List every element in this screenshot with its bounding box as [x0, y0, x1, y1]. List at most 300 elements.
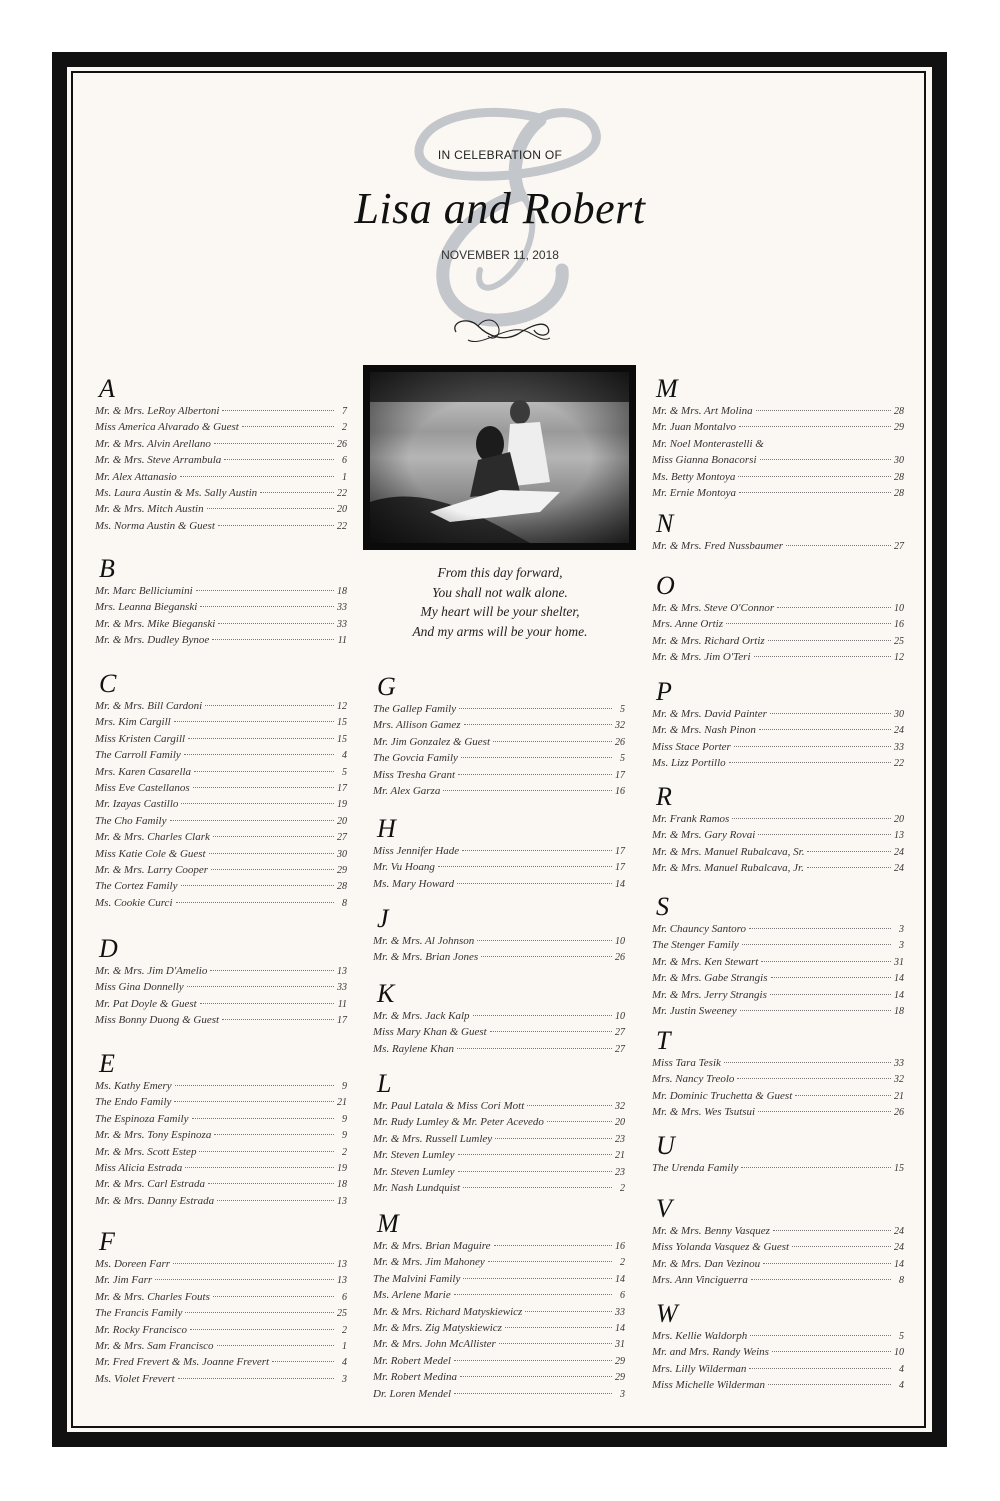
table-number: 24 — [894, 725, 904, 737]
table-number: 18 — [894, 1005, 904, 1017]
table-number: 26 — [615, 736, 625, 748]
table-number: 14 — [894, 973, 904, 985]
dot-leader — [211, 869, 334, 870]
table-number: 4 — [899, 1363, 904, 1375]
guest-name: Mr. & Mrs. John McAllister — [373, 1338, 496, 1351]
section-letter: E — [99, 1049, 115, 1078]
dot-leader — [786, 545, 891, 546]
guest-entry — [652, 862, 904, 878]
guest-name: Miss Tara Tesik — [652, 1057, 721, 1069]
table-number: 1 — [342, 471, 347, 483]
guest-entry — [95, 1178, 347, 1194]
section-letter: U — [656, 1131, 675, 1160]
dot-leader — [199, 1151, 334, 1152]
section-letter: R — [656, 782, 672, 811]
guest-name: Mr. Vu Hoang — [373, 861, 435, 874]
dot-leader — [742, 944, 891, 945]
section-w — [652, 1300, 904, 1396]
guest-entry — [95, 1146, 347, 1162]
guest-entry — [373, 1388, 625, 1404]
section-u — [652, 1132, 904, 1178]
dot-leader — [185, 1312, 334, 1313]
dot-leader — [242, 426, 334, 427]
guest-entry — [652, 956, 904, 972]
table-number: 18 — [337, 586, 347, 597]
guest-name: Mr. & Mrs. Art Molina — [652, 405, 753, 417]
dot-leader — [214, 1134, 334, 1135]
guest-entry — [652, 1379, 904, 1395]
guest-name: Mr. Nash Lundquist — [373, 1181, 461, 1194]
section-k — [373, 980, 625, 1059]
table-number: 10 — [615, 936, 625, 947]
guest-name: Mr. Alex Garza — [373, 784, 441, 797]
guest-entry — [95, 1080, 347, 1096]
guest-name: Mr. Alex Attanasio — [95, 470, 177, 483]
section-b — [95, 555, 347, 651]
guest-entry — [373, 719, 625, 735]
guest-name: Mr. Marc Belliciumini — [95, 585, 193, 597]
guest-name: Mr. & Mrs. Zig Matyskiewicz — [373, 1321, 502, 1334]
guest-entry — [95, 1307, 347, 1323]
guest-name: Mrs. Lilly Wilderman — [652, 1362, 747, 1375]
section-letter: O — [656, 571, 675, 600]
guest-name: Mr. & Mrs. Dan Vezinou — [652, 1257, 761, 1270]
section-d — [95, 935, 347, 1031]
dot-leader — [458, 774, 612, 775]
table-number: 8 — [899, 1275, 904, 1287]
guest-entry — [652, 438, 904, 454]
couple-photo — [363, 365, 636, 550]
guest-entry — [95, 880, 347, 896]
dot-leader — [481, 956, 612, 957]
guest-entry — [95, 471, 347, 487]
guest-name: Miss Stace Porter — [652, 740, 731, 753]
table-number: 10 — [615, 1011, 625, 1022]
dot-leader — [527, 1105, 612, 1106]
guest-name: Miss Alicia Estrada — [95, 1161, 183, 1174]
table-number: 24 — [894, 1242, 904, 1254]
guest-name: Mr. & Mrs. Larry Cooper — [95, 863, 209, 876]
dot-leader — [192, 1118, 335, 1119]
guest-name: Mr. Steven Lumley — [373, 1165, 455, 1178]
guest-entry — [95, 634, 347, 650]
guest-entry — [95, 585, 347, 601]
table-number: 2 — [342, 1146, 347, 1158]
guest-name: Miss Tresha Grant — [373, 768, 456, 781]
table-number: 20 — [337, 504, 347, 516]
guest-name: Miss Eve Castellanos — [95, 781, 190, 794]
table-number: 11 — [337, 635, 347, 647]
guest-name: Mr. Izayas Castillo — [95, 798, 179, 811]
section-letter: M — [656, 374, 678, 403]
dot-leader — [155, 1279, 334, 1280]
guest-name: Mrs. Anne Ortiz — [652, 618, 723, 631]
guest-entry — [652, 405, 904, 421]
section-letter: G — [377, 672, 396, 701]
dot-leader — [770, 994, 891, 995]
guest-entry — [95, 487, 347, 503]
dot-leader — [741, 1167, 891, 1168]
guest-entry — [652, 1241, 904, 1257]
guest-name: Ms. Mary Howard — [373, 877, 455, 890]
dot-leader — [200, 1003, 334, 1004]
guest-name: Mr. & Mrs. Dudley Bynoe — [95, 634, 210, 647]
table-number: 29 — [337, 864, 347, 876]
guest-name: Mr. & Mrs. Tony Espinoza — [95, 1129, 212, 1142]
guest-name: The Cho Family — [95, 814, 167, 827]
guest-entry — [95, 618, 347, 634]
guest-name: Mr. & Mrs. Danny Estrada — [95, 1194, 215, 1207]
dot-leader — [173, 1263, 334, 1264]
guest-entry — [373, 1166, 625, 1182]
dot-leader — [218, 623, 334, 624]
guest-name: Mrs. Nancy Treolo — [652, 1073, 735, 1086]
guest-name: Mr. & Mrs. Jim O'Teri — [652, 651, 751, 664]
dot-leader — [443, 790, 612, 791]
guest-name: Mr. & Mrs. David Painter — [652, 708, 767, 720]
table-number: 28 — [894, 406, 904, 417]
guest-entry — [95, 716, 347, 732]
guest-name: Mr. & Mrs. Ken Stewart — [652, 955, 759, 968]
guest-name: The Stenger Family — [652, 939, 739, 952]
guest-entry — [652, 1057, 904, 1073]
table-number: 33 — [337, 618, 347, 630]
section-o — [652, 572, 904, 668]
guest-entry — [652, 651, 904, 667]
table-number: 30 — [894, 709, 904, 720]
table-number: 17 — [337, 1015, 347, 1027]
guest-name: Mrs. Karen Casarella — [95, 765, 192, 778]
dot-leader — [763, 1263, 891, 1264]
guest-name: Mr. & Mrs. LeRoy Albertoni — [95, 405, 220, 417]
table-number: 9 — [342, 1130, 347, 1142]
table-number: 14 — [894, 989, 904, 1001]
table-number: 4 — [342, 1357, 347, 1369]
dot-leader — [777, 607, 891, 608]
dot-leader — [807, 867, 891, 868]
dot-leader — [737, 1078, 891, 1079]
guest-entry — [95, 1373, 347, 1389]
dot-leader — [499, 1343, 612, 1344]
table-number: 24 — [894, 1226, 904, 1237]
guest-name: Ms. Kathy Emery — [95, 1080, 172, 1092]
guest-name: Mr. Chauncy Santoro — [652, 923, 747, 935]
dot-leader — [438, 866, 612, 867]
dot-leader — [754, 656, 891, 657]
guest-name: Ms. Arlene Marie — [373, 1289, 451, 1302]
dot-leader — [170, 820, 335, 821]
table-number: 13 — [337, 966, 347, 977]
guest-entry — [95, 1014, 347, 1030]
guest-name: Mr. Frank Ramos — [652, 813, 730, 825]
guest-name: Miss Mary Khan & Guest — [373, 1026, 487, 1039]
section-j — [373, 905, 625, 968]
dot-leader — [207, 508, 334, 509]
guest-name: Mr. & Mrs. Mitch Austin — [95, 503, 204, 516]
guest-entry — [373, 736, 625, 752]
guest-name: Mr. Noel Monterastelli & — [652, 437, 764, 450]
poem — [365, 563, 635, 641]
guest-entry — [652, 540, 904, 556]
guest-name: Dr. Loren Mendel — [373, 1387, 452, 1400]
table-number: 28 — [337, 881, 347, 893]
guest-entry — [652, 602, 904, 618]
guest-name: Mr. Dominic Truchetta & Guest — [652, 1089, 793, 1102]
guest-entry — [652, 829, 904, 845]
dot-leader — [751, 1279, 891, 1280]
dot-leader — [547, 1121, 612, 1122]
guest-name: Mr. & Mrs. Brian Jones — [373, 951, 479, 964]
section-letter: L — [377, 1069, 392, 1098]
table-number: 30 — [894, 455, 904, 467]
guest-entry — [95, 1096, 347, 1112]
guest-name: The Urenda Family — [652, 1162, 739, 1174]
dot-leader — [458, 1171, 612, 1172]
section-v — [652, 1195, 904, 1291]
guest-entry — [652, 421, 904, 437]
guest-name: Mrs. Kellie Waldorph — [652, 1330, 748, 1342]
guest-name: Mr. Jim Gonzalez & Guest — [373, 735, 491, 748]
guest-name: Mrs. Allison Gamez — [373, 719, 461, 732]
couple-names: Lisa and Robert — [354, 184, 646, 233]
section-g — [373, 673, 625, 801]
dot-leader — [460, 1376, 612, 1377]
dot-leader — [214, 443, 334, 444]
table-number: 9 — [342, 1081, 347, 1092]
table-number: 22 — [337, 520, 347, 532]
guest-name: Mr. Juan Montalvo — [652, 421, 737, 434]
guest-name: Ms. Betty Montoya — [652, 470, 736, 483]
guest-entry — [652, 618, 904, 634]
table-number: 2 — [620, 1257, 625, 1269]
dot-leader — [795, 1095, 891, 1096]
table-number: 9 — [342, 1113, 347, 1125]
table-number: 3 — [899, 924, 904, 935]
section-s — [652, 893, 904, 1021]
guest-entry — [95, 421, 347, 437]
guest-entry — [373, 1355, 625, 1371]
poem-line: You shall not walk alone. — [432, 584, 568, 600]
guest-name: Miss Bonny Duong & Guest — [95, 1014, 220, 1027]
section-letter: A — [99, 374, 115, 403]
dot-leader — [749, 928, 891, 929]
guest-entry — [373, 752, 625, 768]
guest-name: Ms. Norma Austin & Guest — [95, 519, 215, 532]
table-number: 14 — [615, 1273, 625, 1285]
dot-leader — [768, 1384, 891, 1385]
dot-leader — [217, 1200, 334, 1201]
table-number: 8 — [342, 897, 347, 909]
guest-entry — [95, 1195, 347, 1211]
guest-entry — [652, 1106, 904, 1122]
guest-name: Mr. & Mrs. Jerry Strangis — [652, 988, 767, 1001]
guest-name: Mr. Pat Doyle & Guest — [95, 997, 197, 1010]
table-number: 33 — [894, 1058, 904, 1069]
table-number: 17 — [615, 846, 625, 857]
dot-leader — [187, 986, 334, 987]
dot-leader — [768, 640, 891, 641]
table-number: 32 — [615, 1101, 625, 1112]
section-letter: S — [656, 892, 669, 921]
section-letter: T — [656, 1026, 671, 1055]
celebration-heading: IN CELEBRATION OF — [437, 148, 563, 162]
dot-leader — [212, 639, 334, 640]
dot-leader — [739, 426, 891, 427]
table-number: 4 — [899, 1380, 904, 1392]
table-number: 29 — [894, 422, 904, 434]
guest-entry — [95, 815, 347, 831]
guest-name: Mr. & Mrs. Carl Estrada — [95, 1178, 206, 1191]
guest-entry — [652, 1225, 904, 1241]
guest-name: Mr. Robert Medel — [373, 1354, 451, 1367]
table-number: 25 — [337, 1308, 347, 1320]
dot-leader — [760, 459, 892, 460]
dot-leader — [461, 757, 612, 758]
dot-leader — [490, 1031, 612, 1032]
dot-leader — [750, 1335, 891, 1336]
guest-entry — [373, 1273, 625, 1289]
dot-leader — [464, 724, 613, 725]
table-number: 24 — [894, 863, 904, 875]
guest-name: Mr. Jim Farr — [95, 1274, 153, 1287]
table-number: 13 — [337, 1275, 347, 1287]
guest-name: Mr. Rudy Lumley & Mr. Peter Acevedo — [373, 1116, 544, 1129]
guest-name: Mr. & Mrs. Russell Lumley — [373, 1132, 493, 1145]
guest-entry — [373, 878, 625, 894]
guest-entry — [373, 1149, 625, 1165]
guest-entry — [373, 1322, 625, 1338]
guest-name: The Govcia Family — [373, 752, 458, 765]
guest-name: Mr. Rocky Francisco — [95, 1323, 187, 1336]
table-number: 23 — [615, 1166, 625, 1178]
section-letter: B — [99, 554, 115, 583]
poem-line: My heart will be your shelter, — [420, 604, 580, 619]
guest-name: Ms. Cookie Curci — [95, 896, 173, 909]
guest-name: Mr. Fred Frevert & Ms. Joanne Frevert — [95, 1356, 270, 1369]
guest-entry — [373, 861, 625, 877]
section-letter: C — [99, 669, 117, 698]
guest-entry — [652, 724, 904, 740]
dot-leader — [224, 459, 334, 460]
table-number: 5 — [620, 704, 625, 715]
dot-leader — [729, 762, 891, 763]
table-number: 6 — [342, 1291, 347, 1303]
guest-entry — [95, 405, 347, 421]
guest-name: The Endo Family — [95, 1096, 172, 1109]
guest-entry — [652, 454, 904, 470]
guest-entry — [95, 733, 347, 749]
guest-entry — [652, 708, 904, 724]
table-number: 27 — [615, 1027, 625, 1039]
dot-leader — [194, 771, 334, 772]
guest-entry — [95, 897, 347, 913]
guest-name: Miss Gina Donnelly — [95, 981, 184, 994]
guest-entry — [373, 1010, 625, 1026]
table-number: 10 — [894, 1347, 904, 1359]
guest-name: Miss Michelle Wilderman — [652, 1379, 766, 1392]
dot-leader — [454, 1360, 612, 1361]
guest-name: Mr. & Mrs. Richard Ortiz — [652, 634, 765, 647]
table-number: 6 — [620, 1290, 625, 1302]
dot-leader — [210, 970, 334, 971]
guest-name: Mr. & Mrs. Alvin Arellano — [95, 437, 211, 450]
dot-leader — [174, 1101, 334, 1102]
guest-name: The Gallep Family — [373, 703, 457, 715]
dot-leader — [495, 1138, 612, 1139]
dot-leader — [494, 1245, 612, 1246]
guest-entry — [95, 1129, 347, 1145]
guest-entry — [95, 749, 347, 765]
dot-leader — [758, 834, 891, 835]
guest-entry — [652, 989, 904, 1005]
table-number: 31 — [615, 1339, 625, 1351]
dot-leader — [724, 1062, 891, 1063]
dot-leader — [807, 851, 891, 852]
table-number: 5 — [620, 753, 625, 765]
guest-entry — [373, 1100, 625, 1116]
dot-leader — [734, 746, 891, 747]
flourish-ornament — [448, 312, 554, 348]
dot-leader — [738, 476, 891, 477]
dot-leader — [175, 1085, 334, 1086]
guest-entry — [652, 471, 904, 487]
guest-name: Ms. Lizz Portillo — [652, 757, 726, 770]
section-l — [373, 1070, 625, 1198]
table-number: 3 — [620, 1388, 625, 1400]
guest-entry — [373, 935, 625, 951]
table-number: 7 — [342, 406, 347, 417]
table-number: 20 — [894, 814, 904, 825]
guest-name: Mrs. Kim Cargill — [95, 716, 171, 729]
table-number: 17 — [615, 769, 625, 781]
guest-entry — [95, 503, 347, 519]
dot-leader — [756, 410, 891, 411]
table-number: 13 — [337, 1195, 347, 1207]
guest-entry — [652, 741, 904, 757]
table-number: 22 — [894, 758, 904, 770]
table-number: 23 — [615, 1133, 625, 1145]
table-number: 26 — [615, 952, 625, 964]
guest-name: Miss Gianna Bonacorsi — [652, 454, 757, 467]
dot-leader — [749, 1368, 891, 1369]
guest-name: Mrs. Ann Vinciguerra — [652, 1274, 748, 1287]
dot-leader — [176, 902, 335, 903]
table-number: 4 — [342, 750, 347, 762]
guest-entry — [652, 939, 904, 955]
table-number: 19 — [337, 1162, 347, 1174]
dot-leader — [505, 1327, 612, 1328]
table-number: 33 — [615, 1306, 625, 1318]
guest-name: Ms. Doreen Farr — [95, 1258, 171, 1270]
section-m — [652, 375, 904, 503]
guest-entry — [95, 766, 347, 782]
table-number: 6 — [342, 455, 347, 467]
guest-entry — [373, 703, 625, 719]
guest-entry — [652, 846, 904, 862]
table-number: 2 — [342, 422, 347, 434]
dot-leader — [773, 1230, 891, 1231]
dot-leader — [180, 476, 334, 477]
table-number: 22 — [337, 487, 347, 499]
dot-leader — [185, 1167, 334, 1168]
guest-entry — [95, 601, 347, 617]
table-number: 28 — [894, 471, 904, 483]
table-number: 31 — [894, 956, 904, 968]
dot-leader — [222, 1019, 334, 1020]
dot-leader — [454, 1294, 612, 1295]
table-number: 29 — [615, 1372, 625, 1384]
guest-entry — [652, 1258, 904, 1274]
